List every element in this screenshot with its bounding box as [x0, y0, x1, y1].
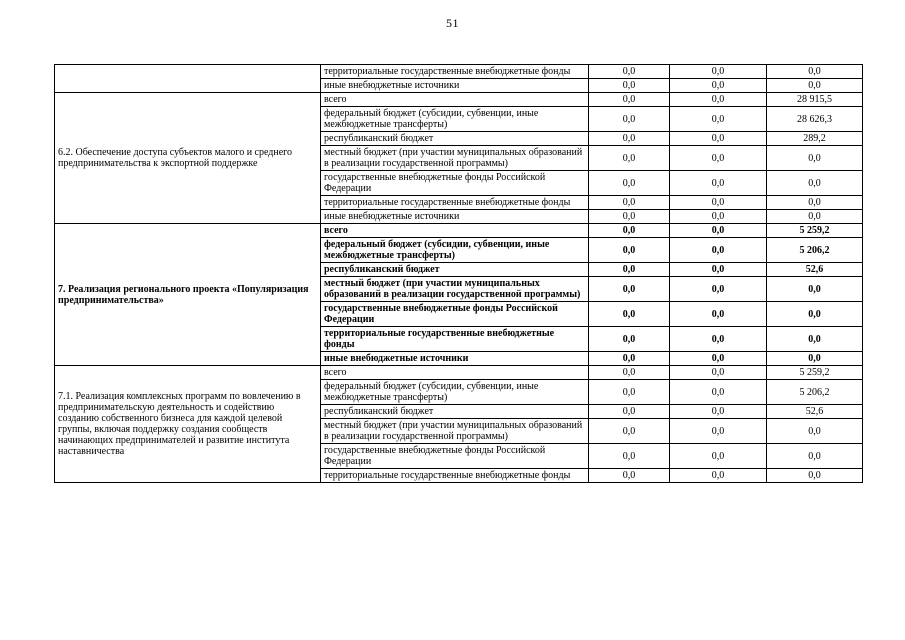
value-cell-1: 0,0	[589, 171, 670, 196]
funding-source-cell: всего	[321, 366, 589, 380]
value-cell-3: 0,0	[767, 302, 863, 327]
value-cell-3: 5 259,2	[767, 224, 863, 238]
budget-table-body	[55, 65, 863, 483]
value-cell-1: 0,0	[589, 302, 670, 327]
value-cell-1: 0,0	[589, 65, 670, 79]
value-cell-1: 0,0	[589, 366, 670, 380]
value-cell-3: 289,2	[767, 132, 863, 146]
funding-source-cell: федеральный бюджет (субсидии, субвенции, иные межбюджетные трансферты)	[321, 238, 589, 263]
funding-source-cell: всего	[321, 224, 589, 238]
value-cell-2: 0,0	[670, 366, 767, 380]
value-cell-2: 0,0	[670, 444, 767, 469]
value-cell-2: 0,0	[670, 327, 767, 352]
value-cell-1: 0,0	[589, 132, 670, 146]
value-cell-2: 0,0	[670, 196, 767, 210]
funding-source-cell: республиканский бюджет	[321, 405, 589, 419]
funding-source-cell: федеральный бюджет (субсидии, субвенции, иные межбюджетные трансферты)	[321, 107, 589, 132]
value-cell-3: 52,6	[767, 263, 863, 277]
value-cell-1: 0,0	[589, 405, 670, 419]
value-cell-1: 0,0	[589, 277, 670, 302]
value-cell-1: 0,0	[589, 469, 670, 483]
value-cell-1: 0,0	[589, 444, 670, 469]
value-cell-2: 0,0	[670, 238, 767, 263]
measure-name-cell	[55, 65, 321, 93]
value-cell-3: 0,0	[767, 277, 863, 302]
value-cell-3: 0,0	[767, 444, 863, 469]
value-cell-3: 0,0	[767, 196, 863, 210]
funding-source-cell: территориальные государственные внебюджетные фонды	[321, 469, 589, 483]
value-cell-2: 0,0	[670, 107, 767, 132]
value-cell-3: 28 915,5	[767, 93, 863, 107]
value-cell-1: 0,0	[589, 224, 670, 238]
measure-name-cell: 7.1. Реализация комплексных программ по вовлечению в предпринимательскую деятельность и содействию созданию собственного бизнеса для каждой целевой группы, включая поддержку создания сообществ начинающих предпринимателей и развитие института наставничества	[55, 366, 321, 483]
value-cell-1: 0,0	[589, 263, 670, 277]
funding-source-cell: местный бюджет (при участии муниципальных образований в реализации государственной программы)	[321, 277, 589, 302]
funding-source-cell: государственные внебюджетные фонды Российской Федерации	[321, 171, 589, 196]
value-cell-2: 0,0	[670, 79, 767, 93]
value-cell-2: 0,0	[670, 405, 767, 419]
value-cell-2: 0,0	[670, 146, 767, 171]
funding-source-cell: территориальные государственные внебюджетные фонды	[321, 196, 589, 210]
table-row	[55, 366, 863, 380]
table-row	[55, 224, 863, 238]
value-cell-1: 0,0	[589, 210, 670, 224]
value-cell-1: 0,0	[589, 146, 670, 171]
value-cell-3: 0,0	[767, 327, 863, 352]
value-cell-2: 0,0	[670, 93, 767, 107]
value-cell-3: 0,0	[767, 65, 863, 79]
value-cell-1: 0,0	[589, 419, 670, 444]
value-cell-1: 0,0	[589, 380, 670, 405]
funding-source-cell: иные внебюджетные источники	[321, 352, 589, 366]
value-cell-1: 0,0	[589, 327, 670, 352]
funding-source-cell: иные внебюджетные источники	[321, 210, 589, 224]
funding-source-cell: республиканский бюджет	[321, 263, 589, 277]
value-cell-3: 52,6	[767, 405, 863, 419]
budget-table	[54, 64, 863, 483]
value-cell-2: 0,0	[670, 419, 767, 444]
funding-source-cell: местный бюджет (при участии муниципальных образований в реализации государственной программы)	[321, 146, 589, 171]
funding-source-cell: государственные внебюджетные фонды Российской Федерации	[321, 302, 589, 327]
page-number: 51	[446, 16, 459, 30]
measure-name-cell: 7. Реализация регионального проекта «Популяризация предпринимательства»	[55, 224, 321, 366]
table-row	[55, 93, 863, 107]
funding-source-cell: республиканский бюджет	[321, 132, 589, 146]
value-cell-3: 0,0	[767, 146, 863, 171]
funding-source-cell: местный бюджет (при участии муниципальных образований в реализации государственной программы)	[321, 419, 589, 444]
value-cell-3: 0,0	[767, 79, 863, 93]
value-cell-2: 0,0	[670, 210, 767, 224]
funding-source-cell: всего	[321, 93, 589, 107]
value-cell-3: 0,0	[767, 419, 863, 444]
value-cell-2: 0,0	[670, 277, 767, 302]
value-cell-2: 0,0	[670, 263, 767, 277]
funding-source-cell: федеральный бюджет (субсидии, субвенции, иные межбюджетные трансферты)	[321, 380, 589, 405]
value-cell-3: 5 259,2	[767, 366, 863, 380]
value-cell-2: 0,0	[670, 224, 767, 238]
value-cell-3: 5 206,2	[767, 380, 863, 405]
value-cell-3: 0,0	[767, 210, 863, 224]
value-cell-3: 5 206,2	[767, 238, 863, 263]
value-cell-1: 0,0	[589, 107, 670, 132]
table-row	[55, 65, 863, 79]
value-cell-2: 0,0	[670, 65, 767, 79]
value-cell-2: 0,0	[670, 171, 767, 196]
value-cell-2: 0,0	[670, 132, 767, 146]
value-cell-1: 0,0	[589, 93, 670, 107]
value-cell-1: 0,0	[589, 352, 670, 366]
value-cell-3: 0,0	[767, 469, 863, 483]
value-cell-3: 28 626,3	[767, 107, 863, 132]
value-cell-2: 0,0	[670, 380, 767, 405]
value-cell-1: 0,0	[589, 238, 670, 263]
funding-source-cell: государственные внебюджетные фонды Российской Федерации	[321, 444, 589, 469]
value-cell-1: 0,0	[589, 79, 670, 93]
value-cell-3: 0,0	[767, 352, 863, 366]
measure-name-cell: 6.2. Обеспечение доступа субъектов малого и среднего предпринимательства к экспортной поддержке	[55, 93, 321, 224]
value-cell-2: 0,0	[670, 302, 767, 327]
funding-source-cell: территориальные государственные внебюджетные фонды	[321, 327, 589, 352]
value-cell-2: 0,0	[670, 352, 767, 366]
value-cell-2: 0,0	[670, 469, 767, 483]
value-cell-1: 0,0	[589, 196, 670, 210]
value-cell-3: 0,0	[767, 171, 863, 196]
funding-source-cell: территориальные государственные внебюджетные фонды	[321, 65, 589, 79]
funding-source-cell: иные внебюджетные источники	[321, 79, 589, 93]
